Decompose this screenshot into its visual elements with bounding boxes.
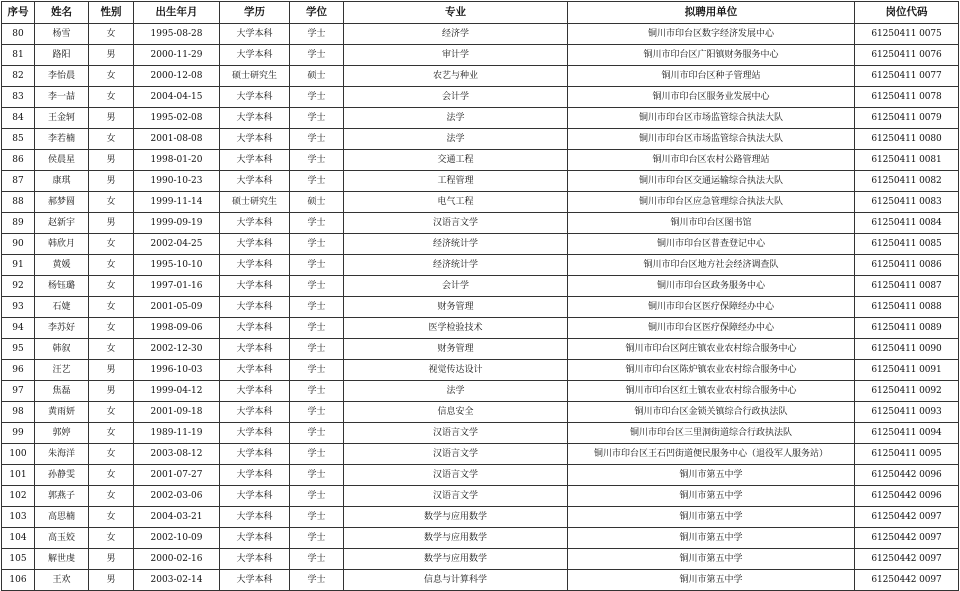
employer-cell: 铜川市印台区应急管理综合执法大队 bbox=[568, 192, 855, 213]
employer-cell: 铜川市印台区医疗保障经办中心 bbox=[568, 297, 855, 318]
table-row bbox=[2, 402, 959, 423]
major-cell: 数学与应用数学 bbox=[344, 528, 568, 549]
position-code-cell: 61250411 0080 bbox=[855, 129, 959, 150]
name-cell: 黄媛 bbox=[35, 255, 89, 276]
header-row bbox=[2, 2, 959, 24]
table-row bbox=[2, 108, 959, 129]
table-row bbox=[2, 171, 959, 192]
position-code-cell: 61250411 0082 bbox=[855, 171, 959, 192]
gender-cell: 男 bbox=[89, 381, 134, 402]
table-row bbox=[2, 465, 959, 486]
gender-cell: 男 bbox=[89, 108, 134, 129]
header-serial: 序号 bbox=[2, 2, 35, 24]
table-row bbox=[2, 360, 959, 381]
education-cell: 大学本科 bbox=[220, 528, 290, 549]
position-code-cell: 61250411 0093 bbox=[855, 402, 959, 423]
degree-cell: 学士 bbox=[290, 213, 344, 234]
employer-cell: 铜川市第五中学 bbox=[568, 486, 855, 507]
degree-cell: 学士 bbox=[290, 570, 344, 591]
employer-cell: 铜川市印台区数字经济发展中心 bbox=[568, 24, 855, 45]
education-cell: 大学本科 bbox=[220, 213, 290, 234]
birthdate-cell: 1999-04-12 bbox=[134, 381, 220, 402]
degree-cell: 学士 bbox=[290, 507, 344, 528]
personnel-table bbox=[1, 1, 959, 591]
degree-cell: 学士 bbox=[290, 255, 344, 276]
position-code-cell: 61250411 0088 bbox=[855, 297, 959, 318]
birthdate-cell: 2003-08-12 bbox=[134, 444, 220, 465]
serial-cell: 100 bbox=[2, 444, 35, 465]
gender-cell: 女 bbox=[89, 129, 134, 150]
degree-cell: 学士 bbox=[290, 486, 344, 507]
degree-cell: 硕士 bbox=[290, 66, 344, 87]
degree-cell: 学士 bbox=[290, 402, 344, 423]
name-cell: 李苏好 bbox=[35, 318, 89, 339]
name-cell: 李一喆 bbox=[35, 87, 89, 108]
birthdate-cell: 2001-07-27 bbox=[134, 465, 220, 486]
education-cell: 大学本科 bbox=[220, 108, 290, 129]
gender-cell: 女 bbox=[89, 255, 134, 276]
table-body bbox=[2, 24, 959, 591]
serial-cell: 89 bbox=[2, 213, 35, 234]
position-code-cell: 61250411 0079 bbox=[855, 108, 959, 129]
birthdate-cell: 1995-10-10 bbox=[134, 255, 220, 276]
major-cell: 经济统计学 bbox=[344, 255, 568, 276]
serial-cell: 86 bbox=[2, 150, 35, 171]
birthdate-cell: 1996-10-03 bbox=[134, 360, 220, 381]
serial-cell: 81 bbox=[2, 45, 35, 66]
serial-cell: 102 bbox=[2, 486, 35, 507]
degree-cell: 学士 bbox=[290, 339, 344, 360]
birthdate-cell: 1990-10-23 bbox=[134, 171, 220, 192]
birthdate-cell: 2002-12-30 bbox=[134, 339, 220, 360]
degree-cell: 学士 bbox=[290, 24, 344, 45]
table-row bbox=[2, 507, 959, 528]
degree-cell: 学士 bbox=[290, 150, 344, 171]
name-cell: 杨雪 bbox=[35, 24, 89, 45]
position-code-cell: 61250442 0097 bbox=[855, 570, 959, 591]
major-cell: 数学与应用数学 bbox=[344, 507, 568, 528]
major-cell: 法学 bbox=[344, 381, 568, 402]
major-cell: 法学 bbox=[344, 129, 568, 150]
table-row bbox=[2, 45, 959, 66]
header-birthdate: 出生年月 bbox=[134, 2, 220, 24]
degree-cell: 学士 bbox=[290, 108, 344, 129]
table-row bbox=[2, 87, 959, 108]
position-code-cell: 61250411 0090 bbox=[855, 339, 959, 360]
degree-cell: 学士 bbox=[290, 171, 344, 192]
employer-cell: 铜川市印台区政务服务中心 bbox=[568, 276, 855, 297]
degree-cell: 学士 bbox=[290, 465, 344, 486]
birthdate-cell: 2000-02-16 bbox=[134, 549, 220, 570]
major-cell: 会计学 bbox=[344, 276, 568, 297]
birthdate-cell: 2003-02-14 bbox=[134, 570, 220, 591]
table-row bbox=[2, 66, 959, 87]
gender-cell: 女 bbox=[89, 444, 134, 465]
table-row bbox=[2, 528, 959, 549]
gender-cell: 女 bbox=[89, 297, 134, 318]
serial-cell: 98 bbox=[2, 402, 35, 423]
serial-cell: 103 bbox=[2, 507, 35, 528]
employer-cell: 铜川市印台区三里洞街道综合行政执法队 bbox=[568, 423, 855, 444]
gender-cell: 男 bbox=[89, 360, 134, 381]
major-cell: 经济学 bbox=[344, 24, 568, 45]
position-code-cell: 61250411 0094 bbox=[855, 423, 959, 444]
degree-cell: 学士 bbox=[290, 360, 344, 381]
education-cell: 大学本科 bbox=[220, 465, 290, 486]
table-row bbox=[2, 192, 959, 213]
major-cell: 法学 bbox=[344, 108, 568, 129]
education-cell: 大学本科 bbox=[220, 339, 290, 360]
name-cell: 高玉姣 bbox=[35, 528, 89, 549]
employer-cell: 铜川市第五中学 bbox=[568, 549, 855, 570]
name-cell: 解世虔 bbox=[35, 549, 89, 570]
header-name: 姓名 bbox=[35, 2, 89, 24]
position-code-cell: 61250411 0081 bbox=[855, 150, 959, 171]
position-code-cell: 61250442 0097 bbox=[855, 528, 959, 549]
name-cell: 韩欣月 bbox=[35, 234, 89, 255]
education-cell: 大学本科 bbox=[220, 234, 290, 255]
education-cell: 大学本科 bbox=[220, 24, 290, 45]
employer-cell: 铜川市印台区普查登记中心 bbox=[568, 234, 855, 255]
serial-cell: 85 bbox=[2, 129, 35, 150]
major-cell: 汉语言文学 bbox=[344, 423, 568, 444]
gender-cell: 女 bbox=[89, 423, 134, 444]
serial-cell: 84 bbox=[2, 108, 35, 129]
gender-cell: 男 bbox=[89, 171, 134, 192]
employer-cell: 铜川市印台区服务业发展中心 bbox=[568, 87, 855, 108]
serial-cell: 104 bbox=[2, 528, 35, 549]
table-row bbox=[2, 276, 959, 297]
employer-cell: 铜川市印台区陈炉镇农业农村综合服务中心 bbox=[568, 360, 855, 381]
name-cell: 高思楠 bbox=[35, 507, 89, 528]
major-cell: 工程管理 bbox=[344, 171, 568, 192]
education-cell: 大学本科 bbox=[220, 129, 290, 150]
degree-cell: 学士 bbox=[290, 234, 344, 255]
name-cell: 朱海洋 bbox=[35, 444, 89, 465]
major-cell: 电气工程 bbox=[344, 192, 568, 213]
serial-cell: 80 bbox=[2, 24, 35, 45]
table-row bbox=[2, 486, 959, 507]
serial-cell: 99 bbox=[2, 423, 35, 444]
table-row bbox=[2, 129, 959, 150]
education-cell: 大学本科 bbox=[220, 570, 290, 591]
major-cell: 汉语言文学 bbox=[344, 465, 568, 486]
position-code-cell: 61250411 0083 bbox=[855, 192, 959, 213]
table-row bbox=[2, 381, 959, 402]
serial-cell: 87 bbox=[2, 171, 35, 192]
employer-cell: 铜川市印台区红土镇农业农村综合服务中心 bbox=[568, 381, 855, 402]
education-cell: 大学本科 bbox=[220, 276, 290, 297]
name-cell: 郝梦圆 bbox=[35, 192, 89, 213]
degree-cell: 学士 bbox=[290, 276, 344, 297]
education-cell: 硕士研究生 bbox=[220, 66, 290, 87]
header-education: 学历 bbox=[220, 2, 290, 24]
education-cell: 大学本科 bbox=[220, 45, 290, 66]
name-cell: 石婕 bbox=[35, 297, 89, 318]
header-employer: 拟聘用单位 bbox=[568, 2, 855, 24]
position-code-cell: 61250411 0084 bbox=[855, 213, 959, 234]
position-code-cell: 61250411 0092 bbox=[855, 381, 959, 402]
education-cell: 大学本科 bbox=[220, 549, 290, 570]
employer-cell: 铜川市印台区金锁关镇综合行政执法队 bbox=[568, 402, 855, 423]
education-cell: 大学本科 bbox=[220, 297, 290, 318]
major-cell: 审计学 bbox=[344, 45, 568, 66]
education-cell: 硕士研究生 bbox=[220, 192, 290, 213]
major-cell: 医学检验技术 bbox=[344, 318, 568, 339]
employer-cell: 铜川市第五中学 bbox=[568, 465, 855, 486]
major-cell: 信息安全 bbox=[344, 402, 568, 423]
major-cell: 数学与应用数学 bbox=[344, 549, 568, 570]
degree-cell: 学士 bbox=[290, 549, 344, 570]
employer-cell: 铜川市印台区医疗保障经办中心 bbox=[568, 318, 855, 339]
employer-cell: 铜川市印台区图书馆 bbox=[568, 213, 855, 234]
name-cell: 郭婷 bbox=[35, 423, 89, 444]
position-code-cell: 61250411 0075 bbox=[855, 24, 959, 45]
position-code-cell: 61250411 0078 bbox=[855, 87, 959, 108]
education-cell: 大学本科 bbox=[220, 381, 290, 402]
major-cell: 财务管理 bbox=[344, 339, 568, 360]
birthdate-cell: 1998-01-20 bbox=[134, 150, 220, 171]
position-code-cell: 61250442 0096 bbox=[855, 465, 959, 486]
employer-cell: 铜川市印台区广阳镇财务服务中心 bbox=[568, 45, 855, 66]
serial-cell: 93 bbox=[2, 297, 35, 318]
name-cell: 李若楠 bbox=[35, 129, 89, 150]
birthdate-cell: 2000-11-29 bbox=[134, 45, 220, 66]
position-code-cell: 61250411 0087 bbox=[855, 276, 959, 297]
employer-cell: 铜川市印台区阿庄镇农业农村综合服务中心 bbox=[568, 339, 855, 360]
birthdate-cell: 2001-05-09 bbox=[134, 297, 220, 318]
birthdate-cell: 2002-10-09 bbox=[134, 528, 220, 549]
birthdate-cell: 1989-11-19 bbox=[134, 423, 220, 444]
name-cell: 韩叙 bbox=[35, 339, 89, 360]
employer-cell: 铜川市第五中学 bbox=[568, 528, 855, 549]
name-cell: 侯晨星 bbox=[35, 150, 89, 171]
serial-cell: 97 bbox=[2, 381, 35, 402]
header-gender: 性别 bbox=[89, 2, 134, 24]
name-cell: 孙静雯 bbox=[35, 465, 89, 486]
major-cell: 交通工程 bbox=[344, 150, 568, 171]
header-degree: 学位 bbox=[290, 2, 344, 24]
name-cell: 王金轲 bbox=[35, 108, 89, 129]
serial-cell: 96 bbox=[2, 360, 35, 381]
employer-cell: 铜川市印台区市场监管综合执法大队 bbox=[568, 108, 855, 129]
gender-cell: 男 bbox=[89, 549, 134, 570]
birthdate-cell: 1999-11-14 bbox=[134, 192, 220, 213]
serial-cell: 83 bbox=[2, 87, 35, 108]
birthdate-cell: 1998-09-06 bbox=[134, 318, 220, 339]
employer-cell: 铜川市印台区地方社会经济调查队 bbox=[568, 255, 855, 276]
position-code-cell: 61250411 0089 bbox=[855, 318, 959, 339]
degree-cell: 学士 bbox=[290, 45, 344, 66]
employer-cell: 铜川市印台区交通运输综合执法大队 bbox=[568, 171, 855, 192]
serial-cell: 106 bbox=[2, 570, 35, 591]
header-position-code: 岗位代码 bbox=[855, 2, 959, 24]
degree-cell: 学士 bbox=[290, 444, 344, 465]
table-row bbox=[2, 339, 959, 360]
employer-cell: 铜川市印台区农村公路管理站 bbox=[568, 150, 855, 171]
position-code-cell: 61250411 0076 bbox=[855, 45, 959, 66]
serial-cell: 91 bbox=[2, 255, 35, 276]
education-cell: 大学本科 bbox=[220, 402, 290, 423]
name-cell: 黄雨妍 bbox=[35, 402, 89, 423]
name-cell: 焦磊 bbox=[35, 381, 89, 402]
major-cell: 汉语言文学 bbox=[344, 486, 568, 507]
gender-cell: 男 bbox=[89, 150, 134, 171]
gender-cell: 女 bbox=[89, 66, 134, 87]
employer-cell: 铜川市第五中学 bbox=[568, 507, 855, 528]
birthdate-cell: 1999-09-19 bbox=[134, 213, 220, 234]
table-row bbox=[2, 150, 959, 171]
birthdate-cell: 2002-03-06 bbox=[134, 486, 220, 507]
birthdate-cell: 2002-04-25 bbox=[134, 234, 220, 255]
gender-cell: 女 bbox=[89, 507, 134, 528]
name-cell: 杨钰璐 bbox=[35, 276, 89, 297]
birthdate-cell: 2001-08-08 bbox=[134, 129, 220, 150]
position-code-cell: 61250411 0086 bbox=[855, 255, 959, 276]
table-row bbox=[2, 24, 959, 45]
degree-cell: 学士 bbox=[290, 318, 344, 339]
education-cell: 大学本科 bbox=[220, 444, 290, 465]
serial-cell: 88 bbox=[2, 192, 35, 213]
name-cell: 汪艺 bbox=[35, 360, 89, 381]
serial-cell: 90 bbox=[2, 234, 35, 255]
name-cell: 路阳 bbox=[35, 45, 89, 66]
table-row bbox=[2, 318, 959, 339]
birthdate-cell: 1995-02-08 bbox=[134, 108, 220, 129]
gender-cell: 女 bbox=[89, 276, 134, 297]
birthdate-cell: 1997-01-16 bbox=[134, 276, 220, 297]
gender-cell: 男 bbox=[89, 213, 134, 234]
position-code-cell: 61250442 0097 bbox=[855, 507, 959, 528]
gender-cell: 女 bbox=[89, 339, 134, 360]
gender-cell: 女 bbox=[89, 24, 134, 45]
birthdate-cell: 2004-04-15 bbox=[134, 87, 220, 108]
major-cell: 经济统计学 bbox=[344, 234, 568, 255]
name-cell: 赵新宇 bbox=[35, 213, 89, 234]
employer-cell: 铜川市印台区种子管理站 bbox=[568, 66, 855, 87]
degree-cell: 学士 bbox=[290, 381, 344, 402]
position-code-cell: 61250442 0097 bbox=[855, 549, 959, 570]
major-cell: 视觉传达设计 bbox=[344, 360, 568, 381]
table-row bbox=[2, 444, 959, 465]
education-cell: 大学本科 bbox=[220, 486, 290, 507]
gender-cell: 女 bbox=[89, 402, 134, 423]
position-code-cell: 61250411 0095 bbox=[855, 444, 959, 465]
serial-cell: 92 bbox=[2, 276, 35, 297]
table-row bbox=[2, 549, 959, 570]
gender-cell: 女 bbox=[89, 318, 134, 339]
birthdate-cell: 2001-09-18 bbox=[134, 402, 220, 423]
name-cell: 康琪 bbox=[35, 171, 89, 192]
name-cell: 王欢 bbox=[35, 570, 89, 591]
gender-cell: 女 bbox=[89, 486, 134, 507]
degree-cell: 学士 bbox=[290, 423, 344, 444]
major-cell: 农艺与种业 bbox=[344, 66, 568, 87]
birthdate-cell: 2004-03-21 bbox=[134, 507, 220, 528]
degree-cell: 学士 bbox=[290, 129, 344, 150]
name-cell: 李怡晨 bbox=[35, 66, 89, 87]
education-cell: 大学本科 bbox=[220, 255, 290, 276]
serial-cell: 94 bbox=[2, 318, 35, 339]
degree-cell: 学士 bbox=[290, 528, 344, 549]
header-major: 专业 bbox=[344, 2, 568, 24]
serial-cell: 105 bbox=[2, 549, 35, 570]
table-row bbox=[2, 297, 959, 318]
education-cell: 大学本科 bbox=[220, 150, 290, 171]
degree-cell: 学士 bbox=[290, 87, 344, 108]
education-cell: 大学本科 bbox=[220, 87, 290, 108]
degree-cell: 学士 bbox=[290, 297, 344, 318]
major-cell: 汉语言文学 bbox=[344, 213, 568, 234]
gender-cell: 女 bbox=[89, 234, 134, 255]
position-code-cell: 61250411 0085 bbox=[855, 234, 959, 255]
degree-cell: 硕士 bbox=[290, 192, 344, 213]
gender-cell: 女 bbox=[89, 192, 134, 213]
table-row bbox=[2, 255, 959, 276]
gender-cell: 女 bbox=[89, 465, 134, 486]
education-cell: 大学本科 bbox=[220, 507, 290, 528]
education-cell: 大学本科 bbox=[220, 318, 290, 339]
table-row bbox=[2, 570, 959, 591]
name-cell: 郭燕子 bbox=[35, 486, 89, 507]
birthdate-cell: 2000-12-08 bbox=[134, 66, 220, 87]
employer-cell: 铜川市印台区市场监管综合执法大队 bbox=[568, 129, 855, 150]
birthdate-cell: 1995-08-28 bbox=[134, 24, 220, 45]
major-cell: 会计学 bbox=[344, 87, 568, 108]
major-cell: 财务管理 bbox=[344, 297, 568, 318]
table-row bbox=[2, 213, 959, 234]
table-row bbox=[2, 423, 959, 444]
education-cell: 大学本科 bbox=[220, 423, 290, 444]
gender-cell: 女 bbox=[89, 87, 134, 108]
serial-cell: 82 bbox=[2, 66, 35, 87]
gender-cell: 男 bbox=[89, 45, 134, 66]
employer-cell: 铜川市第五中学 bbox=[568, 570, 855, 591]
education-cell: 大学本科 bbox=[220, 360, 290, 381]
major-cell: 信息与计算科学 bbox=[344, 570, 568, 591]
position-code-cell: 61250442 0096 bbox=[855, 486, 959, 507]
table-row bbox=[2, 234, 959, 255]
gender-cell: 男 bbox=[89, 570, 134, 591]
education-cell: 大学本科 bbox=[220, 171, 290, 192]
serial-cell: 95 bbox=[2, 339, 35, 360]
gender-cell: 女 bbox=[89, 528, 134, 549]
employer-cell: 铜川市印台区王石凹街道便民服务中心（退役军人服务站） bbox=[568, 444, 855, 465]
position-code-cell: 61250411 0077 bbox=[855, 66, 959, 87]
major-cell: 汉语言文学 bbox=[344, 444, 568, 465]
serial-cell: 101 bbox=[2, 465, 35, 486]
position-code-cell: 61250411 0091 bbox=[855, 360, 959, 381]
